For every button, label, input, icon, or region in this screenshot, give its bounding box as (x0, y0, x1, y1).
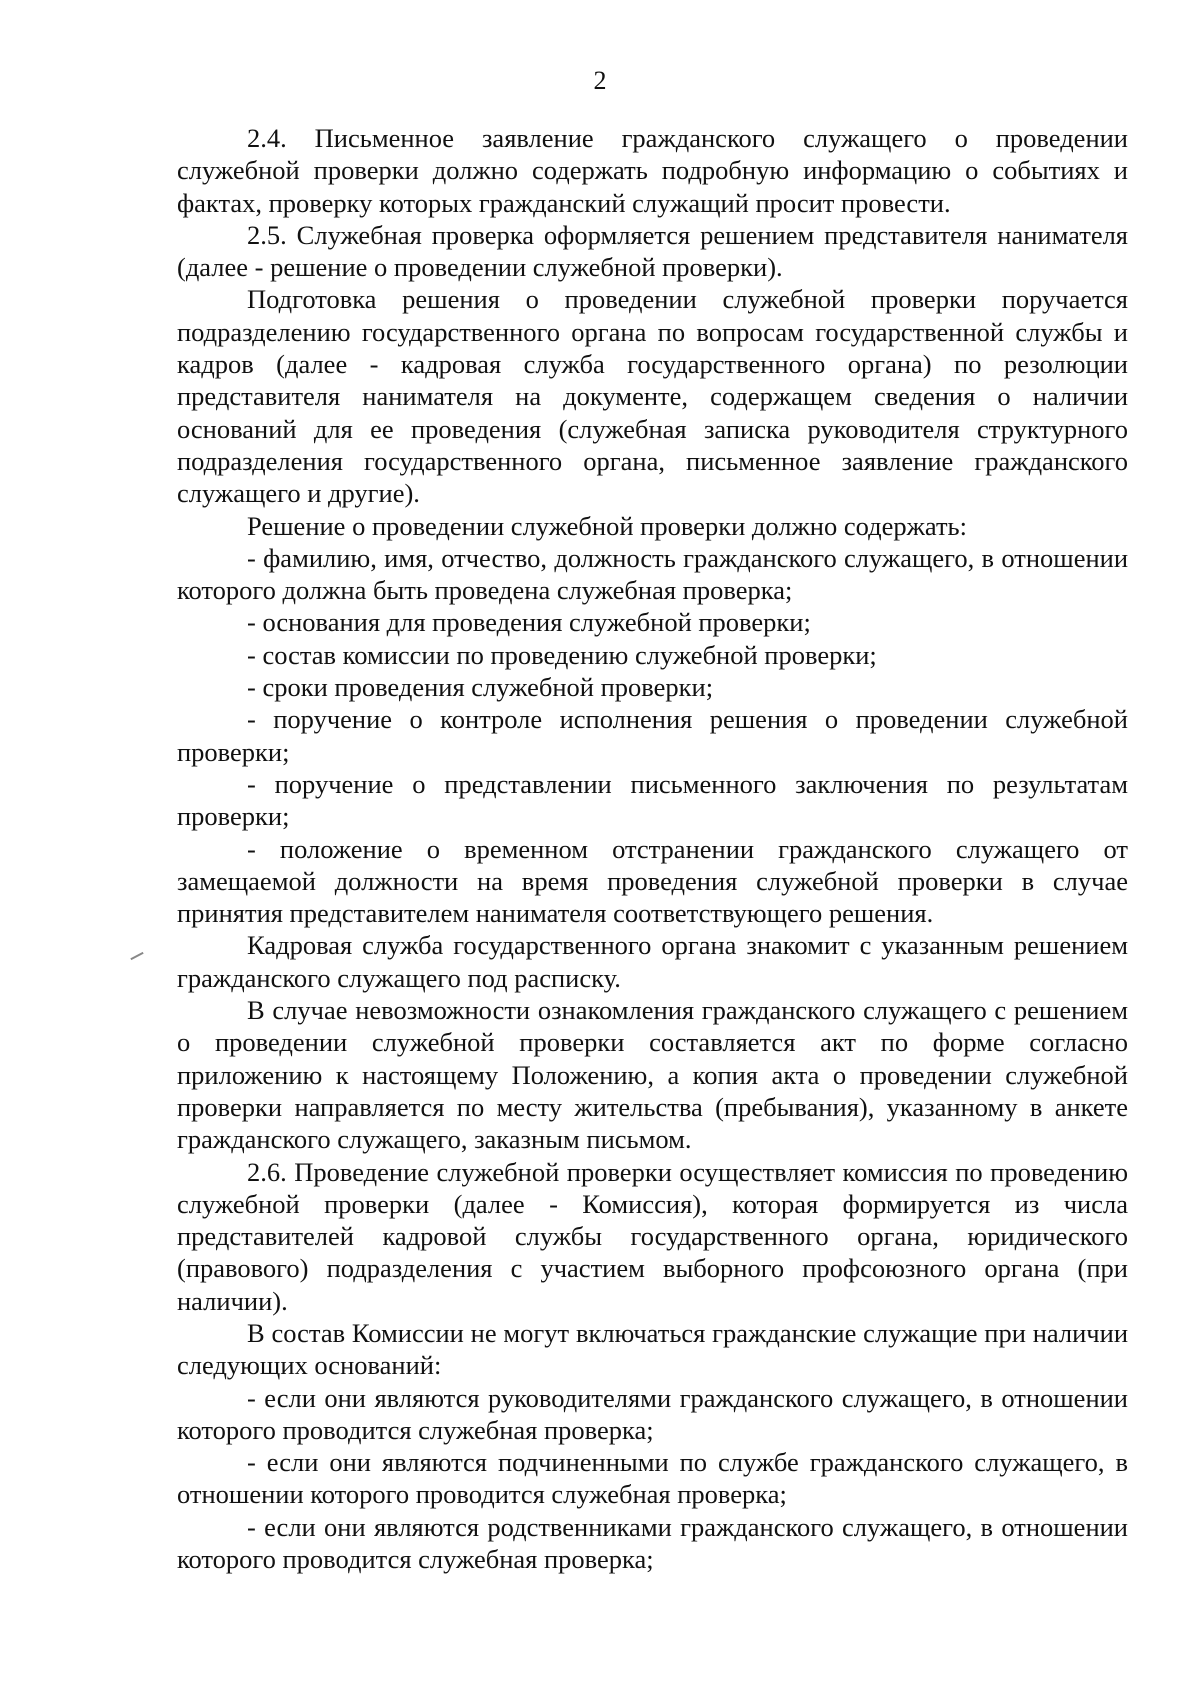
paragraph-acquaint: Кадровая служба государственного органа знакомит с указанным решением гражданского служащего под расписку. (177, 930, 1128, 993)
list-item-supervisors: - если они являются руководителями гражданского служащего, в отношении которого проводится служебная проверка; (177, 1382, 1128, 1445)
document-body (177, 122, 1128, 1575)
list-item-conclusion: - поручение о представлении письменного заключения по результатам проверки; (177, 768, 1128, 832)
paragraph-2-6: 2.6. Проведение служебной проверки осуществляет комиссия по проведению служебной проверки (далее - Комиссия), которая формируется из числа представителей кадровой службы государственного органа, юридического (правового) подразделения с участием выборного профсоюзного органа (при наличии). (177, 1156, 1128, 1316)
paragraph-preparation: Подготовка решения о проведении служебной проверки поручается подразделению государственного органа по вопросам государственной службы и кадров (далее - кадровая служба государственного органа) по резолюции представителя нанимателя на документе, содержащем сведения о наличии оснований для ее проведения (служебная записка руководителя структурного подразделения государственного органа, письменное заявление гражданского служащего и другие). (177, 284, 1128, 509)
list-item-commission: - состав комиссии по проведению служебной проверки; (247, 639, 877, 670)
list-item-control: - поручение о контроле исполнения решения о проведении служебной проверки; (177, 704, 1128, 767)
page-number: 2 (593, 66, 607, 95)
list-item-grounds: - основания для проведения служебной проверки; (247, 607, 811, 638)
paragraph-impossibility: В случае невозможности ознакомления гражданского служащего с решением о проведении служебной проверки составляется акт по форме согласно приложению к настоящему Положению, а копия акта о проведении служебной проверки направляется по месту жительства (пребывания), указанному в анкете гражданского служащего, заказным письмом. (177, 995, 1128, 1155)
paragraph-exclusions: В состав Комиссии не могут включаться гражданские служащие при наличии следующих оснований: (177, 1317, 1128, 1381)
list-item-relatives: - если они являются родственниками гражданского служащего, в отношении которого проводится служебная проверка; (177, 1511, 1128, 1575)
paragraph-decision-content: Решение о проведении служебной проверки должно содержать: (247, 510, 968, 541)
list-item-suspension: - положение о временном отстранении гражданского служащего от замещаемой должности на время проведения служебной проверки в случае принятия представителем нанимателя соответствующего решения. (177, 833, 1128, 929)
paragraph-2-4: 2.4. Письменное заявление гражданского служащего о проведении служебной проверки должно содержать подробную информацию о событиях и фактах, проверку которых гражданский служащий просит провести. (177, 123, 1128, 218)
list-item-deadlines: - сроки проведения служебной проверки; (247, 672, 714, 703)
scan-artifact-mark (130, 952, 143, 960)
list-item-name-position: - фамилию, имя, отчество, должность гражданского служащего, в отношении которого должна быть проведена служебная проверка; (177, 542, 1128, 606)
paragraph-2-5: 2.5. Служебная проверка оформляется решением представителя нанимателя (далее - решение о проведении служебной проверки). (177, 219, 1128, 283)
list-item-subordinates: - если они являются подчиненными по службе гражданского служащего, в отношении которого проводится служебная проверка; (177, 1447, 1128, 1510)
